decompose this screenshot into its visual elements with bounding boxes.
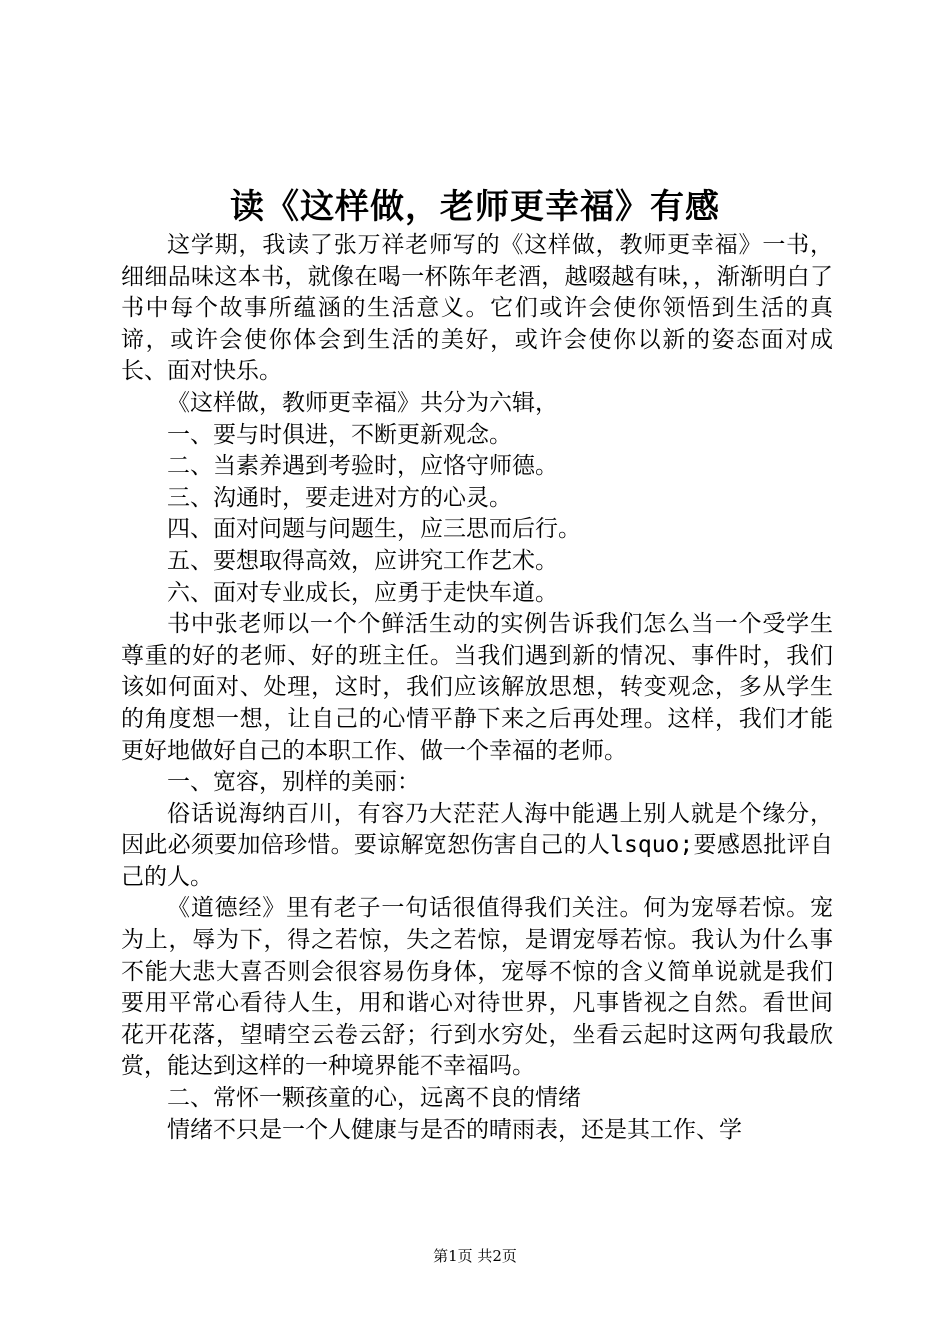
paragraph-daodejing: 《道德经》里有老子一句话很值得我们关注。何为宠辱若惊。宠为上，辱为下，得之若惊，失之若惊，是谓宠辱若惊。我认为什么事不能大悲大喜否则会很容易伤身体，宠辱不惊的含义简单说就是我们要用平常心看待人生，用和谐心对待世界，凡事皆视之自然。看世间花开花落，望晴空云卷云舒；行到水穷处，坐看云起时这两句我最欣赏，能达到这样的一种境界能不幸福吗。 xyxy=(121,895,833,1080)
section-heading-tolerance: 一、宽容，别样的美丽： xyxy=(167,769,420,796)
list-item-chapter-5: 五、要想取得高效，应讲究工作艺术。 xyxy=(167,547,558,574)
document-title: 读《这样做，老师更幸福》有感 xyxy=(230,187,720,227)
section-heading-childlike-heart: 二、常怀一颗孩童的心，远离不良的情绪 xyxy=(167,1085,581,1112)
paragraph-book-structure: 《这样做，教师更幸福》共分为六辑， xyxy=(167,389,558,416)
list-item-chapter-6: 六、面对专业成长，应勇于走快车道。 xyxy=(167,579,558,606)
list-item-chapter-1: 一、要与时俱进，不断更新观念。 xyxy=(167,421,512,448)
paragraph-emotions: 情绪不只是一个人健康与是否的晴雨表，还是其工作、学 xyxy=(167,1116,742,1143)
paragraph-tolerance: 俗话说海纳百川，有容乃大茫茫人海中能遇上别人就是个缘分，因此必须要加倍珍惜。要谅解宽恕伤害自己的人lsquo;要感恩批评自己的人。 xyxy=(121,800,833,890)
list-item-chapter-2: 二、当素养遇到考验时，应恪守师德。 xyxy=(167,453,558,480)
paragraph-intro: 这学期，我读了张万祥老师写的《这样做，教师更幸福》一书，细细品味这本书，就像在喝一杯陈年老酒，越啜越有味，，渐渐明白了书中每个故事所蕴涵的生活意义。它们或许会使你领悟到生活的真谛，或许会使你体会到生活的美好，或许会使你以新的姿态面对成长、面对快乐。 xyxy=(121,232,833,385)
page-footer: 第1页 共2页 xyxy=(433,1247,517,1265)
list-item-chapter-4: 四、面对问题与问题生，应三思而后行。 xyxy=(167,516,581,543)
document-body xyxy=(121,230,833,1146)
list-item-chapter-3: 三、沟通时，要走进对方的心灵。 xyxy=(167,484,512,511)
paragraph-summary: 书中张老师以一个个鲜活生动的实例告诉我们怎么当一个受学生尊重的好的老师、好的班主任。当我们遇到新的情况、事件时，我们该如何面对、处理，这时，我们应该解放思想，转变观念，多从学生的角度想一想，让自己的心情平静下来之后再处理。这样，我们才能更好地做好自己的本职工作、做一个幸福的老师。 xyxy=(121,611,833,764)
